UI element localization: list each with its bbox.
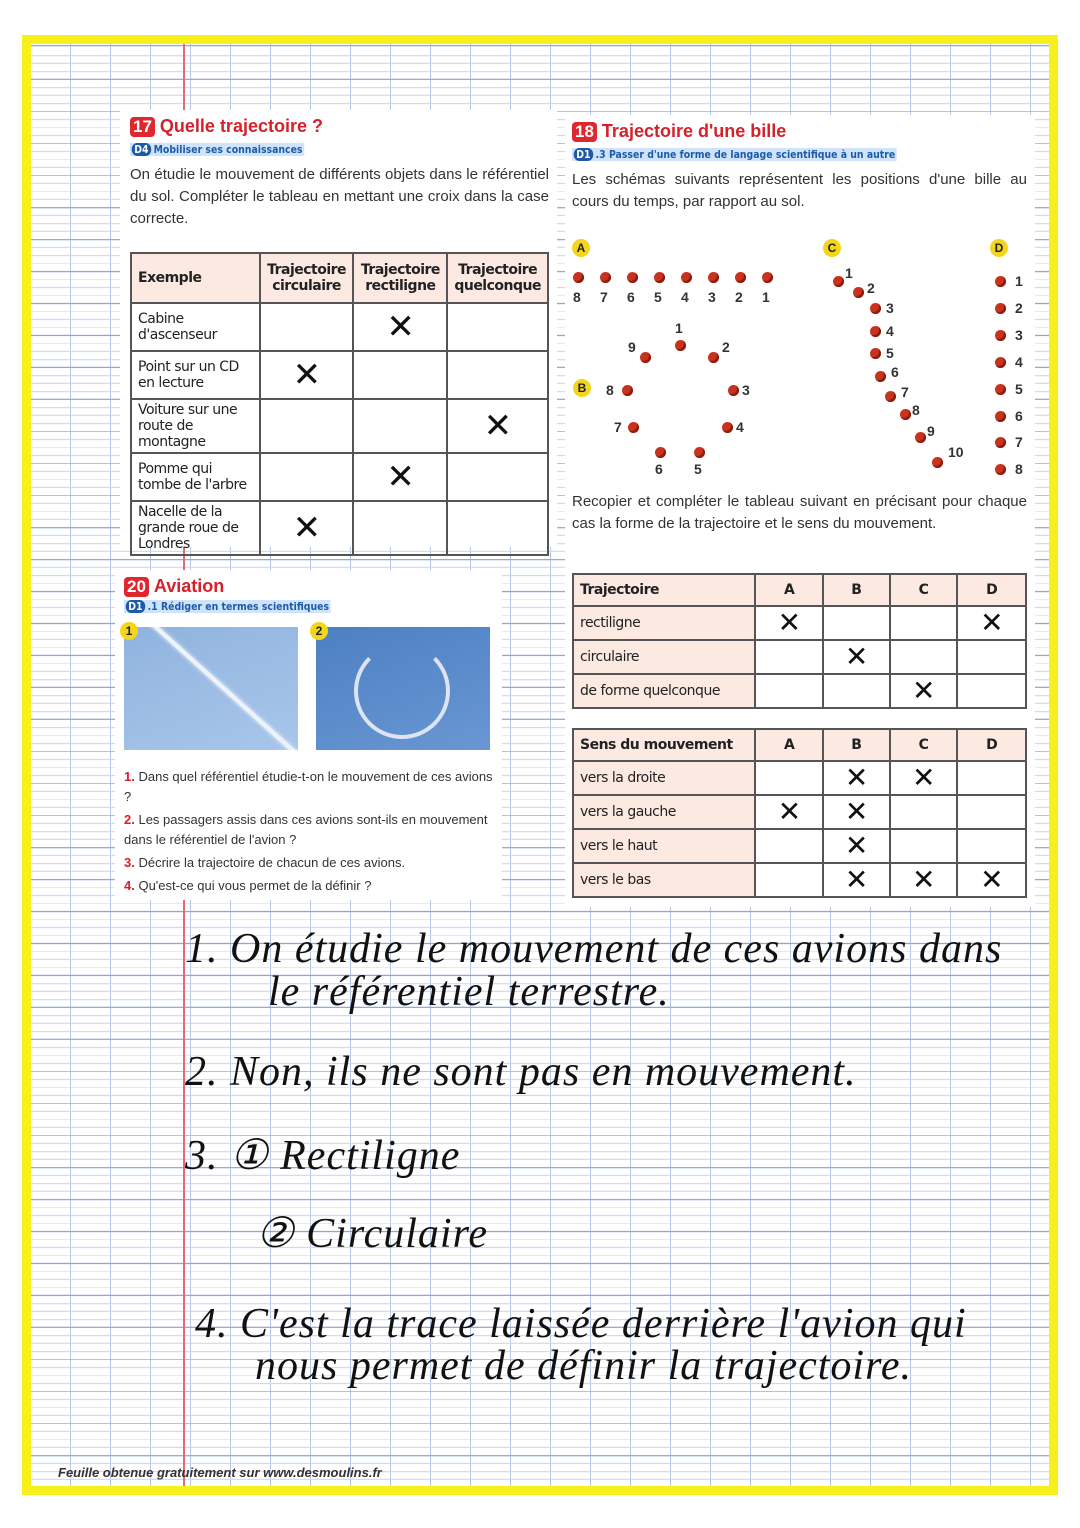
- cross-mark-cell: ✕: [890, 674, 958, 708]
- cross-mark-cell: ✕: [260, 501, 354, 555]
- position-number: 5: [886, 345, 894, 361]
- cross-mark-cell: [260, 399, 354, 453]
- header-cell: Trajectoire circulaire: [260, 253, 354, 303]
- header-cell: B: [823, 574, 890, 606]
- cross-mark-cell: [353, 351, 447, 399]
- marble-position: [995, 303, 1006, 314]
- marble-position: [628, 422, 639, 433]
- question-text: Dans quel référentiel étudie-t-on le mouvement de ces avions ?: [124, 769, 493, 804]
- answer-4-line-1: 4. C'est la trace laissée derrière l'avion qui: [195, 1301, 967, 1347]
- cross-mark-cell: [755, 761, 823, 795]
- motion-direction-table: [572, 728, 1027, 898]
- position-number: 4: [681, 289, 689, 305]
- marble-position: [995, 384, 1006, 395]
- row-label: Point sur un CD en lecture: [131, 351, 260, 399]
- cross-mark-cell: ✕: [957, 863, 1026, 897]
- marble-position: [900, 409, 911, 420]
- cross-mark-cell: ✕: [755, 795, 823, 829]
- cross-mark-cell: ✕: [890, 863, 958, 897]
- marble-position: [627, 272, 638, 283]
- row-label: vers la droite: [573, 761, 755, 795]
- cross-mark-cell: ✕: [447, 399, 548, 453]
- photo-circular-contrail: [316, 627, 490, 750]
- exercise-title: Quelle trajectoire ?: [159, 116, 323, 136]
- header-cell: B: [823, 729, 890, 761]
- cross-mark-cell: [823, 674, 890, 708]
- position-number: 2: [867, 280, 875, 296]
- diagram-label-D: D: [990, 239, 1008, 257]
- position-number: 8: [573, 289, 581, 305]
- marble-position: [995, 330, 1006, 341]
- marble-position: [735, 272, 746, 283]
- marble-position: [995, 437, 1006, 448]
- question-number: 4.: [124, 878, 135, 893]
- cross-mark-cell: [890, 606, 958, 640]
- table-row: [573, 795, 1026, 829]
- cross-mark-cell: ✕: [755, 606, 823, 640]
- marble-position: [728, 385, 739, 396]
- marble-position: [995, 464, 1006, 475]
- row-label: circulaire: [573, 640, 755, 674]
- table-row: [131, 453, 548, 501]
- instructions: Les schémas suivants représentent les positions d'une bille au cours du temps, par rapport au sol.: [572, 171, 1027, 210]
- row-label: de forme quelconque: [573, 674, 755, 708]
- cross-mark-cell: ✕: [890, 761, 958, 795]
- answer-1-line-2: le référentiel terrestre.: [268, 969, 670, 1015]
- header-cell: Trajectoire: [573, 574, 755, 606]
- row-label: vers le haut: [573, 829, 755, 863]
- photo-straight-contrail: [124, 627, 298, 750]
- table-row: [573, 761, 1026, 795]
- table-row: [131, 399, 548, 453]
- skill-tag: D4 Mobiliser ses connaissances: [130, 143, 304, 156]
- marble-position: [870, 348, 881, 359]
- cross-mark-cell: [353, 399, 447, 453]
- header-cell: D: [957, 729, 1026, 761]
- header-cell: D: [957, 574, 1026, 606]
- position-number: 7: [614, 419, 622, 435]
- question-text: Qu'est-ce qui vous permet de la définir ?: [138, 878, 372, 893]
- cross-mark-cell: [890, 795, 958, 829]
- header-row: [573, 729, 1026, 761]
- instructions: On étudie le mouvement de différents objets dans le référentiel du sol. Compléter le tableau en mettant une croix dans la case correcte.: [130, 166, 549, 227]
- skill-tag: D1 .3 Passer d'une forme de langage scientifique à un autre: [572, 148, 897, 161]
- cross-mark-cell: [447, 453, 548, 501]
- cross-mark-cell: [890, 640, 958, 674]
- marble-position: [654, 272, 665, 283]
- cross-mark-cell: [755, 640, 823, 674]
- position-number: 6: [1015, 408, 1023, 424]
- question-text: Les passagers assis dans ces avions sont-ils en mouvement dans le référentiel de l'avion ?: [124, 812, 488, 847]
- position-number: 1: [675, 320, 683, 336]
- question-number: 2.: [124, 812, 135, 827]
- question-1: [124, 767, 494, 807]
- question-list: [124, 764, 494, 896]
- position-number: 6: [655, 461, 663, 477]
- cross-mark-cell: ✕: [260, 351, 354, 399]
- marble-position: [708, 272, 719, 283]
- header-cell: Trajectoire rectiligne: [353, 253, 447, 303]
- row-label: Nacelle de la grande roue de Londres: [131, 501, 260, 555]
- exercise-number: 17: [130, 117, 155, 137]
- position-number: 5: [1015, 381, 1023, 397]
- position-number: 10: [948, 444, 964, 460]
- diagram-label-A: A: [572, 239, 590, 257]
- position-number: 5: [654, 289, 662, 305]
- marble-position: [833, 276, 844, 287]
- exercise-20: [115, 570, 502, 900]
- position-number: 3: [1015, 327, 1023, 343]
- question-2: [124, 810, 494, 850]
- marble-position: [875, 371, 886, 382]
- header-cell: Exemple: [131, 253, 260, 303]
- cross-mark-cell: [957, 829, 1026, 863]
- cross-mark-cell: ✕: [823, 761, 890, 795]
- header-cell: A: [755, 574, 823, 606]
- row-label: vers le bas: [573, 863, 755, 897]
- marble-position: [885, 391, 896, 402]
- exercise-number: 20: [124, 577, 149, 597]
- question-text: Décrire la trajectoire de chacun de ces avions.: [138, 855, 406, 870]
- table-row: [131, 351, 548, 399]
- cross-mark-cell: ✕: [823, 863, 890, 897]
- image-badge-2: 2: [310, 622, 328, 640]
- cross-mark-cell: ✕: [823, 640, 890, 674]
- position-number: 3: [742, 382, 750, 398]
- cross-mark-cell: [755, 829, 823, 863]
- marble-position: [995, 276, 1006, 287]
- cross-mark-cell: [447, 303, 548, 351]
- image-badge-1: 1: [120, 622, 138, 640]
- row-label: Pomme qui tombe de l'arbre: [131, 453, 260, 501]
- marble-position: [655, 447, 666, 458]
- row-label: vers la gauche: [573, 795, 755, 829]
- trajectory-table: [130, 252, 549, 556]
- diagram-label-B: B: [573, 379, 591, 397]
- trajectory-shape-table: [572, 573, 1027, 709]
- cross-mark-cell: [353, 501, 447, 555]
- cross-mark-cell: [260, 453, 354, 501]
- marble-position: [995, 411, 1006, 422]
- marble-position: [600, 272, 611, 283]
- position-number: 6: [627, 289, 635, 305]
- footer-credit: Feuille obtenue gratuitement sur www.desmoulins.fr: [58, 1465, 382, 1480]
- answer-3-line-2: ② Circulaire: [256, 1211, 489, 1257]
- position-number: 9: [628, 339, 636, 355]
- position-number: 1: [1015, 273, 1023, 289]
- question-3: [124, 853, 494, 873]
- table-row: [573, 606, 1026, 640]
- table-row: [573, 640, 1026, 674]
- exercise-title: Aviation: [153, 576, 225, 596]
- position-number: 4: [886, 323, 894, 339]
- cross-mark-cell: ✕: [353, 303, 447, 351]
- position-number: 5: [694, 461, 702, 477]
- position-number: 2: [735, 289, 743, 305]
- question-number: 1.: [124, 769, 135, 784]
- table-row: [573, 674, 1026, 708]
- instructions-2: Recopier et compléter le tableau suivant en précisant pour chaque cas la forme de la trajectoire et le sens du mouvement.: [572, 493, 1027, 532]
- position-number: 3: [708, 289, 716, 305]
- position-number: 8: [1015, 461, 1023, 477]
- cross-mark-cell: [823, 606, 890, 640]
- cross-mark-cell: ✕: [957, 606, 1026, 640]
- answer-2: 2. Non, ils ne sont pas en mouvement.: [185, 1049, 857, 1095]
- marble-position: [681, 272, 692, 283]
- cross-mark-cell: ✕: [353, 453, 447, 501]
- cross-mark-cell: [755, 863, 823, 897]
- cross-mark-cell: [447, 351, 548, 399]
- position-number: 8: [912, 402, 920, 418]
- marble-position: [722, 422, 733, 433]
- header-row: [573, 574, 1026, 606]
- cross-mark-cell: ✕: [823, 795, 890, 829]
- marble-position: [932, 457, 943, 468]
- marble-position: [762, 272, 773, 283]
- cross-mark-cell: [447, 501, 548, 555]
- answer-1-line-1: 1. On étudie le mouvement de ces avions dans: [185, 926, 1003, 972]
- position-number: 1: [762, 289, 770, 305]
- marble-position: [675, 340, 686, 351]
- marble-position: [995, 357, 1006, 368]
- cross-mark-cell: [957, 674, 1026, 708]
- position-number: 8: [606, 382, 614, 398]
- position-number: 4: [1015, 354, 1023, 370]
- position-number: 9: [927, 423, 935, 439]
- cross-mark-cell: ✕: [823, 829, 890, 863]
- header-cell: C: [890, 729, 958, 761]
- table-row: [573, 829, 1026, 863]
- cross-mark-cell: [957, 795, 1026, 829]
- question-number: 3.: [124, 855, 135, 870]
- marble-position: [640, 352, 651, 363]
- header-cell: Sens du mouvement: [573, 729, 755, 761]
- position-number: 4: [736, 419, 744, 435]
- table-row: [131, 501, 548, 555]
- marble-position: [853, 287, 864, 298]
- row-label: Voiture sur une route de montagne: [131, 399, 260, 453]
- header-cell: A: [755, 729, 823, 761]
- position-number: 1: [845, 265, 853, 281]
- exercise-number: 18: [572, 122, 597, 142]
- question-4: [124, 876, 494, 896]
- cross-mark-cell: [957, 761, 1026, 795]
- position-number: 3: [886, 300, 894, 316]
- table-row: [131, 303, 548, 351]
- answer-3-line-1: 3. ① Rectiligne: [185, 1133, 461, 1179]
- marble-position: [573, 272, 584, 283]
- marble-position: [694, 447, 705, 458]
- position-number: 7: [1015, 434, 1023, 450]
- skill-tag: D1 .1 Rédiger en termes scientifiques: [124, 600, 331, 613]
- marble-position: [870, 303, 881, 314]
- diagram-label-C: C: [823, 239, 841, 257]
- header-cell: C: [890, 574, 958, 606]
- table-row: [573, 863, 1026, 897]
- answer-4-line-2: nous permet de définir la trajectoire.: [255, 1343, 913, 1389]
- position-number: 2: [722, 339, 730, 355]
- cross-mark-cell: [890, 829, 958, 863]
- marble-position: [870, 326, 881, 337]
- exercise-title: Trajectoire d'une bille: [601, 121, 787, 141]
- marble-position: [622, 385, 633, 396]
- row-label: rectiligne: [573, 606, 755, 640]
- position-number: 7: [901, 384, 909, 400]
- cross-mark-cell: [755, 674, 823, 708]
- marble-position: [708, 352, 719, 363]
- position-number: 6: [891, 364, 899, 380]
- marble-position: [915, 432, 926, 443]
- header-cell: Trajectoire quelconque: [447, 253, 548, 303]
- position-number: 7: [600, 289, 608, 305]
- cross-mark-cell: [260, 303, 354, 351]
- cross-mark-cell: [957, 640, 1026, 674]
- row-label: Cabine d'ascenseur: [131, 303, 260, 351]
- position-number: 2: [1015, 300, 1023, 316]
